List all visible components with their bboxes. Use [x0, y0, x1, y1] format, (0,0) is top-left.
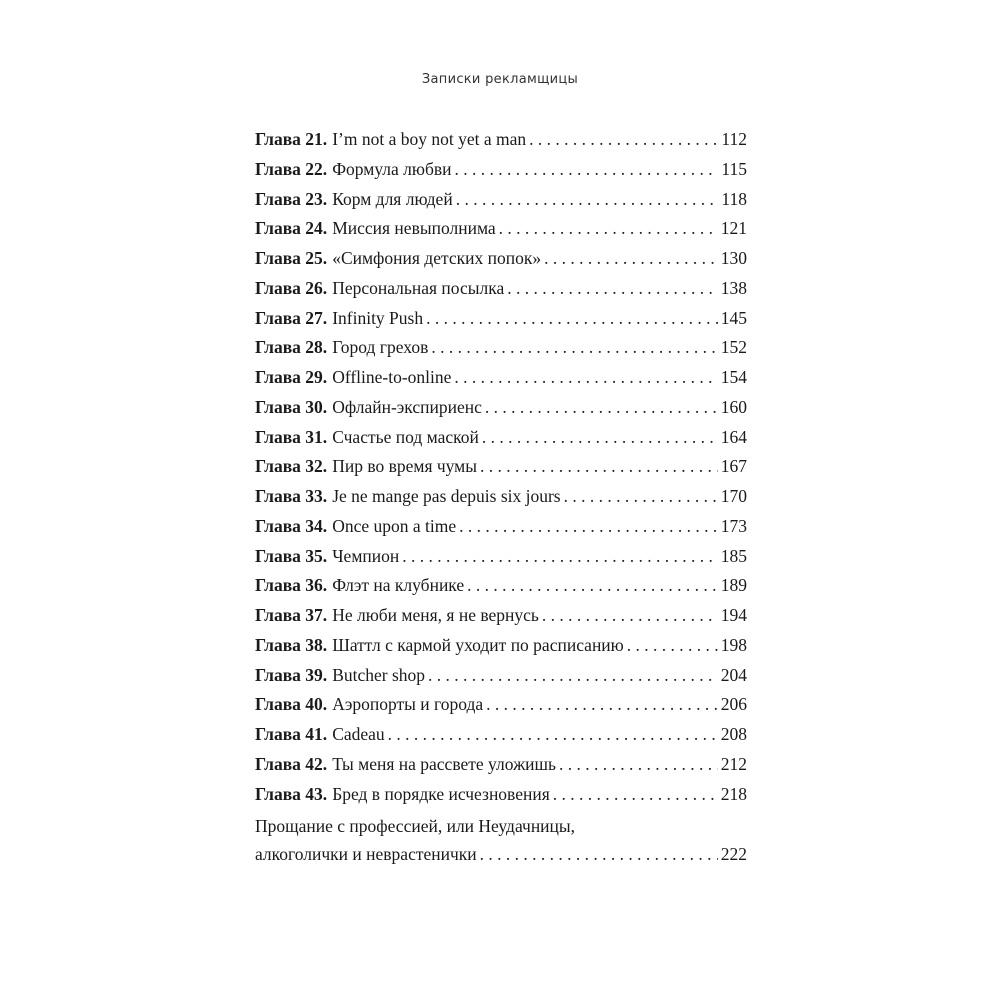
dot-leader [426, 304, 718, 334]
dot-leader [529, 125, 718, 155]
toc-entry-page: 189 [720, 575, 747, 596]
toc-entry-page: 218 [720, 783, 747, 804]
toc-entry-page: 145 [720, 307, 747, 328]
toc-entry-chapter-number: Глава 24. [255, 218, 328, 239]
toc-entry-page: 118 [721, 188, 747, 209]
toc-entry-page: 154 [720, 367, 747, 387]
dot-leader [480, 452, 718, 482]
toc-entry [255, 304, 747, 334]
table-of-contents [255, 125, 747, 870]
toc-entry-chapter-number: Глава 37. [255, 605, 328, 625]
toc-entry-page: 167 [720, 456, 747, 477]
toc-entry-title: Формула любви [332, 158, 452, 179]
toc-entry-title: Ты меня на рассвете уложишь [332, 753, 556, 774]
dot-leader [482, 423, 718, 453]
toc-entries [255, 125, 747, 809]
toc-entry-page: 222 [720, 844, 747, 865]
toc-entry-title: Butcher shop [332, 664, 426, 685]
dot-leader [402, 542, 718, 572]
toc-entry [255, 155, 747, 185]
toc-entry-title: Je ne mange pas depuis six jours [332, 486, 561, 506]
toc-entry-title: Бред в порядке исчезновения [332, 783, 550, 804]
toc-entry-chapter-number: Глава 28. [255, 337, 328, 358]
toc-entry-page: 212 [720, 753, 747, 774]
dot-leader [559, 750, 718, 780]
toc-entry-title: Once upon a time [332, 515, 457, 536]
toc-entry-page: 112 [721, 129, 747, 149]
toc-entry-chapter-number: Глава 21. [255, 129, 328, 149]
dot-leader [459, 512, 718, 542]
toc-entry [255, 363, 747, 393]
toc-entry-page: 173 [720, 515, 747, 536]
dot-leader [431, 333, 717, 363]
toc-entry-page: 115 [721, 158, 747, 179]
toc-entry-page: 204 [720, 664, 747, 685]
toc-entry-page: 170 [720, 486, 747, 506]
toc-entry [255, 661, 747, 691]
toc-entry [255, 542, 747, 572]
toc-entry [255, 571, 747, 601]
toc-entry [255, 452, 747, 482]
toc-entry-chapter-number: Глава 33. [255, 486, 328, 506]
toc-entry-title: Город грехов [332, 337, 429, 358]
toc-entry-chapter-number: Глава 26. [255, 277, 328, 298]
toc-entry [255, 333, 747, 363]
toc-entry-title: Персональная посылка [332, 277, 505, 298]
toc-entry-title: Корм для людей [332, 188, 453, 209]
toc-entry-chapter-number: Глава 31. [255, 426, 328, 447]
toc-entry-page: 198 [720, 634, 747, 655]
toc-entry-chapter-number: Глава 29. [255, 367, 328, 387]
toc-entry-title: «Симфония детских попок» [332, 248, 542, 268]
toc-entry-page: 121 [720, 218, 747, 239]
toc-entry-page: 206 [720, 694, 747, 715]
toc-entry-chapter-number: Глава 34. [255, 515, 328, 536]
toc-entry-chapter-number: Глава 27. [255, 307, 328, 328]
toc-entry [255, 393, 747, 423]
dot-leader [456, 185, 719, 215]
toc-entry-title: Миссия невыполнима [332, 218, 496, 239]
dot-leader [564, 482, 718, 512]
dot-leader [627, 631, 718, 661]
dot-leader [428, 661, 718, 691]
dot-leader [480, 840, 718, 870]
toc-entry-page: 160 [720, 396, 747, 417]
toc-entry-title: Аэропорты и города [332, 694, 484, 715]
toc-entry [255, 274, 747, 304]
toc-entry [255, 214, 747, 244]
toc-entry [255, 185, 747, 215]
toc-entry-chapter-number: Глава 23. [255, 188, 328, 209]
toc-entry-chapter-number: Глава 42. [255, 753, 328, 774]
toc-entry-chapter-number: Глава 36. [255, 575, 328, 596]
toc-entry-title: Infinity Push [332, 307, 424, 328]
toc-entry-chapter-number: Глава 39. [255, 664, 328, 685]
toc-entry-title: Offline-to-online [332, 367, 452, 387]
dot-leader [486, 690, 718, 720]
toc-entry-chapter-number: Глава 43. [255, 783, 328, 804]
toc-entry [255, 690, 747, 720]
toc-entry-page: 152 [720, 337, 747, 358]
dot-leader [454, 363, 717, 393]
toc-entry-chapter-number: Глава 22. [255, 158, 328, 179]
dot-leader [544, 244, 718, 274]
toc-entry-final-title-line1: Прощание с профессией, или Неудачницы, [255, 816, 576, 837]
toc-entry-title: Флэт на клубнике [332, 575, 465, 596]
toc-entry-chapter-number: Глава 38. [255, 634, 328, 655]
dot-leader [485, 393, 718, 423]
toc-entry [255, 750, 747, 780]
toc-entry [255, 125, 747, 155]
toc-entry-title: Cadeau [332, 724, 385, 744]
toc-entry-title: Чемпион [332, 545, 400, 566]
toc-entry-page: 164 [720, 426, 747, 447]
toc-entry-page: 208 [720, 724, 747, 744]
toc-entry-chapter-number: Глава 35. [255, 545, 328, 566]
toc-entry-final [255, 813, 747, 870]
toc-entry-title: Счастье под маской [332, 426, 479, 447]
toc-entry-chapter-number: Глава 40. [255, 694, 328, 715]
toc-entry-chapter-number: Глава 25. [255, 248, 328, 268]
toc-entry-page: 130 [720, 248, 747, 268]
toc-entry-page: 138 [720, 277, 747, 298]
toc-entry-title: Офлайн-экспириенс [332, 396, 482, 417]
toc-entry [255, 720, 747, 750]
toc-entry-title: Пир во время чумы [332, 456, 478, 477]
dot-leader [455, 155, 719, 185]
toc-entry-page: 185 [720, 545, 747, 566]
dot-leader [467, 571, 718, 601]
dot-leader [388, 720, 718, 750]
toc-entry [255, 512, 747, 542]
toc-entry [255, 423, 747, 453]
dot-leader [499, 214, 718, 244]
toc-entry-title: Шаттл с кармой уходит по расписанию [332, 634, 624, 655]
toc-entry [255, 780, 747, 810]
dot-leader [542, 601, 718, 631]
running-head: Записки рекламщицы [421, 72, 579, 87]
toc-entry-final-title-line2: алкоголички и неврастенички [255, 844, 477, 865]
toc-entry-title: I’m not a boy not yet a man [332, 129, 527, 149]
toc-entry [255, 244, 747, 274]
toc-entry-chapter-number: Глава 32. [255, 456, 328, 477]
dot-leader [507, 274, 718, 304]
toc-entry [255, 631, 747, 661]
dot-leader [553, 780, 718, 810]
toc-entry-page: 194 [720, 605, 747, 625]
toc-entry-chapter-number: Глава 41. [255, 724, 328, 744]
toc-entry [255, 601, 747, 631]
toc-entry-title: Не люби меня, я не вернусь [332, 605, 539, 625]
toc-entry-final-line2 [255, 840, 747, 870]
toc-entry [255, 482, 747, 512]
toc-entry-chapter-number: Глава 30. [255, 396, 328, 417]
